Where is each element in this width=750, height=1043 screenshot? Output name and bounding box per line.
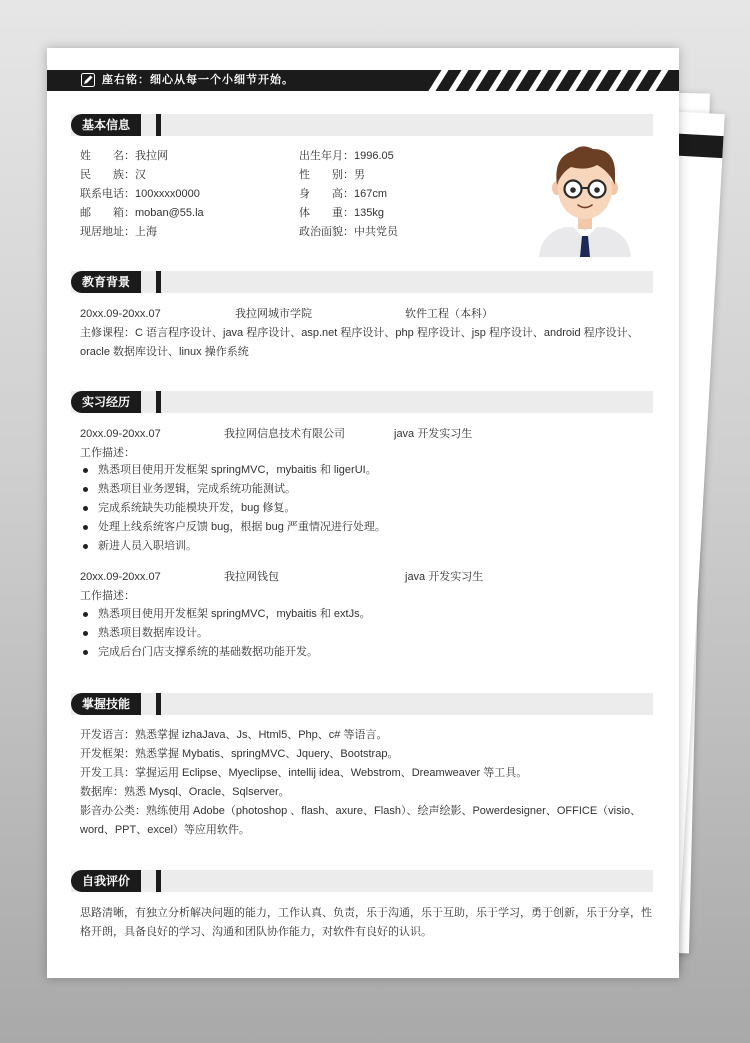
info-birth: 出生年月：1996.05 <box>299 150 394 162</box>
internship-section <box>71 391 653 413</box>
self-evaluation-text: 思路清晰，有独立分析解决问题的能力，工作认真、负责，乐于沟通，乐于互助，乐于学习，勇于创新，乐于分享，性格开朗，具备良好的学习、沟通和团队协作能力，对软件有良好的认识。 <box>80 907 652 938</box>
job1-period: 20xx.09-20xx.07 <box>80 428 161 440</box>
avatar <box>535 141 635 257</box>
skill-office: 影音办公类：熟练使用 Adobe（photoshop 、flash、axure、Flash）、绘声绘影、Powerdesigner、OFFICE（visio、word、PPT、excel）等应用软件。 <box>80 805 642 836</box>
list-item: 熟悉项目使用开发框架 springMVC，mybaitis 和 ligerUI。 <box>80 461 386 480</box>
job2-company: 我拉网钱包 <box>224 571 279 583</box>
job1-company: 我拉网信息技术有限公司 <box>224 428 345 440</box>
job2-period: 20xx.09-20xx.07 <box>80 571 161 583</box>
info-address: 现居地址：上海 <box>80 226 157 238</box>
section-title: 教育背景 <box>71 271 141 293</box>
section-marker <box>156 114 161 136</box>
edu-major: 软件工程（本科） <box>405 308 493 320</box>
info-height: 身 高：167cm <box>299 188 388 200</box>
section-header <box>71 271 653 293</box>
section-marker <box>156 391 161 413</box>
section-title: 实习经历 <box>71 391 141 413</box>
info-gender: 性 别：男 <box>299 169 365 181</box>
section-header <box>71 870 653 892</box>
section-marker <box>156 271 161 293</box>
job2-duty-list <box>80 605 371 662</box>
list-item: 完成系统缺失功能模块开发，bug 修复。 <box>80 499 386 518</box>
info-phone: 联系电话：100xxxx0000 <box>80 188 200 200</box>
pen-icon <box>81 73 95 87</box>
edu-school: 我拉网城市学院 <box>235 308 312 320</box>
skill-tools: 开发工具：掌握运用 Eclipse、Myeclipse、intellij idea、Webstrom、Dreamweaver 等工具。 <box>80 767 528 779</box>
list-item: 处理上线系统客户反馈 bug，根据 bug 严重情况进行处理。 <box>80 518 386 537</box>
job2-role: java 开发实习生 <box>405 571 484 583</box>
list-item: 熟悉项目业务逻辑，完成系统功能测试。 <box>80 480 386 499</box>
section-title: 基本信息 <box>71 114 141 136</box>
info-politics: 政治面貌：中共党员 <box>299 226 398 238</box>
info-ethnicity: 民 族：汉 <box>80 169 146 181</box>
education-section <box>71 271 653 293</box>
skill-frameworks: 开发框架：熟悉掌握 Mybatis、springMVC、Jquery、Bootstrap。 <box>80 748 399 760</box>
edu-period: 20xx.09-20xx.07 <box>80 308 161 320</box>
section-title: 掌握技能 <box>71 693 141 715</box>
info-weight: 体 重：135kg <box>299 207 384 219</box>
resume-page <box>47 48 679 978</box>
list-item: 完成后台门店支撑系统的基础数据功能开发。 <box>80 643 371 662</box>
list-item: 新进人员入职培训。 <box>80 537 386 556</box>
self-evaluation-section <box>71 870 653 892</box>
job2-desc-label: 工作描述： <box>80 590 135 602</box>
section-header <box>71 391 653 413</box>
section-header <box>71 114 653 136</box>
motto-bar <box>47 70 679 91</box>
section-title: 自我评价 <box>71 870 141 892</box>
edu-courses: 主修课程：C 语言程序设计、java 程序设计、asp.net 程序设计、php 程序设计、jsp 程序设计、android 程序设计、oracle 数据库设计、linux 操作系统 <box>80 327 639 358</box>
section-marker <box>156 870 161 892</box>
skills-section <box>71 693 653 715</box>
info-name: 姓 名：我拉网 <box>80 150 168 162</box>
section-marker <box>156 693 161 715</box>
decorative-stripes <box>415 70 679 91</box>
basic-info-section <box>71 114 653 136</box>
skill-languages: 开发语言：熟悉掌握 izhaJava、Js、Html5、Php、c# 等语言。 <box>80 729 388 741</box>
job1-role: java 开发实习生 <box>394 428 473 440</box>
list-item: 熟悉项目使用开发框架 springMVC，mybaitis 和 extJs。 <box>80 605 371 624</box>
info-email: 邮 箱：moban@55.la <box>80 207 204 219</box>
list-item: 熟悉项目数据库设计。 <box>80 624 371 643</box>
motto-text: 座右铭：细心从每一个小细节开始。 <box>102 74 294 86</box>
job1-desc-label: 工作描述： <box>80 447 135 459</box>
job1-duty-list <box>80 461 386 556</box>
section-header <box>71 693 653 715</box>
skill-databases: 数据库：熟悉 Mysql、Oracle、Sqlserver。 <box>80 786 290 798</box>
